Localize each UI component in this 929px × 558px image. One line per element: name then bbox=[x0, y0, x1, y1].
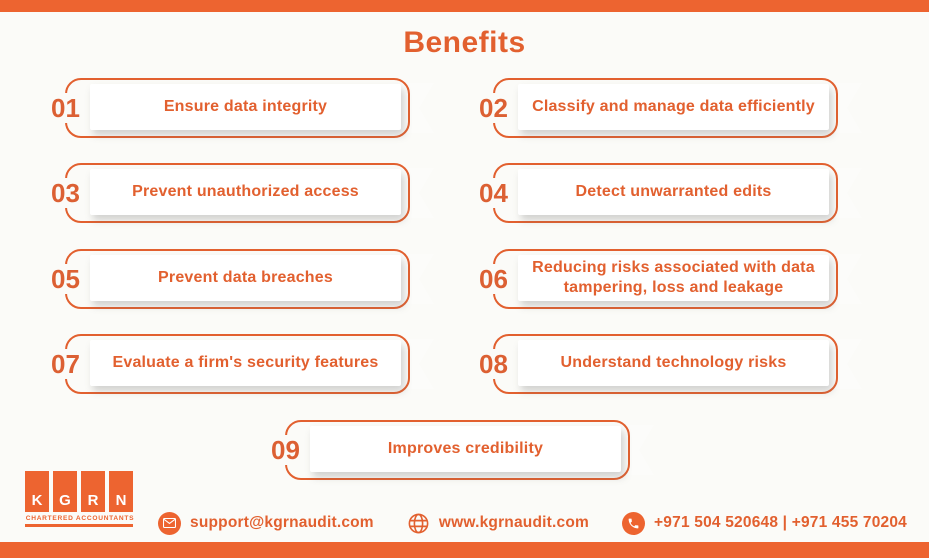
benefit-label: Evaluate a firm's security features bbox=[112, 354, 379, 371]
banner-card bbox=[90, 169, 401, 215]
benefit-banner-02 bbox=[479, 78, 838, 138]
email-text: support@kgrnaudit.com bbox=[190, 514, 374, 531]
logo-letter-tile: K bbox=[25, 471, 49, 512]
benefit-number: 08 bbox=[476, 349, 511, 379]
benefit-label: Prevent data breaches bbox=[158, 269, 333, 286]
benefit-number: 05 bbox=[48, 264, 83, 294]
benefit-banner-09 bbox=[271, 420, 630, 480]
benefit-banner-05 bbox=[51, 249, 410, 309]
logo-letter-tile: N bbox=[109, 471, 133, 512]
benefit-number: 01 bbox=[48, 93, 83, 123]
website-text: www.kgrnaudit.com bbox=[438, 514, 589, 531]
phone-icon bbox=[622, 512, 645, 535]
phone-contact[interactable] bbox=[622, 512, 907, 535]
benefit-label: Improves credibility bbox=[387, 440, 544, 457]
logo-tagline: CHARTERED ACCOUNTANTS bbox=[25, 515, 135, 522]
benefit-banner-06 bbox=[479, 249, 838, 309]
benefit-number: 06 bbox=[476, 264, 511, 294]
globe-icon bbox=[407, 512, 430, 535]
logo-letter-tile: R bbox=[81, 471, 105, 512]
banner-card bbox=[518, 255, 829, 301]
logo-underline bbox=[25, 524, 133, 527]
benefit-label: Reducing risks associated with data tampering, loss and leakage bbox=[532, 259, 815, 296]
banner-card bbox=[518, 340, 829, 386]
banner-card bbox=[90, 340, 401, 386]
kgrn-logo-tiles bbox=[25, 471, 135, 512]
email-contact[interactable] bbox=[158, 512, 374, 535]
bottom-accent-bar bbox=[0, 542, 929, 558]
kgrn-logo bbox=[25, 471, 135, 527]
benefit-number: 04 bbox=[476, 178, 511, 208]
benefit-label: Prevent unauthorized access bbox=[132, 183, 359, 200]
benefit-label: Classify and manage data efficiently bbox=[532, 98, 815, 115]
benefit-banner-03 bbox=[51, 163, 410, 223]
benefit-banner-01 bbox=[51, 78, 410, 138]
envelope-icon bbox=[158, 512, 181, 535]
banner-card bbox=[518, 84, 829, 130]
footer-contacts bbox=[158, 508, 907, 538]
logo-letter-tile: G bbox=[53, 471, 77, 512]
benefit-label: Detect unwarranted edits bbox=[575, 183, 772, 200]
benefit-label: Understand technology risks bbox=[560, 354, 787, 371]
banner-card bbox=[310, 426, 621, 472]
banner-card bbox=[90, 84, 401, 130]
benefit-banner-04 bbox=[479, 163, 838, 223]
website-contact[interactable] bbox=[407, 512, 589, 535]
benefit-number: 02 bbox=[476, 93, 511, 123]
top-accent-bar bbox=[0, 0, 929, 12]
benefit-number: 09 bbox=[268, 435, 303, 465]
banner-card bbox=[90, 255, 401, 301]
benefit-number: 03 bbox=[48, 178, 83, 208]
page-title: Benefits bbox=[403, 26, 526, 59]
benefit-number: 07 bbox=[48, 349, 83, 379]
banner-card bbox=[518, 169, 829, 215]
phone-text: +971 504 520648 | +971 455 70204 bbox=[654, 514, 907, 531]
benefit-label: Ensure data integrity bbox=[163, 98, 328, 115]
benefit-banner-07 bbox=[51, 334, 410, 394]
benefit-banner-08 bbox=[479, 334, 838, 394]
